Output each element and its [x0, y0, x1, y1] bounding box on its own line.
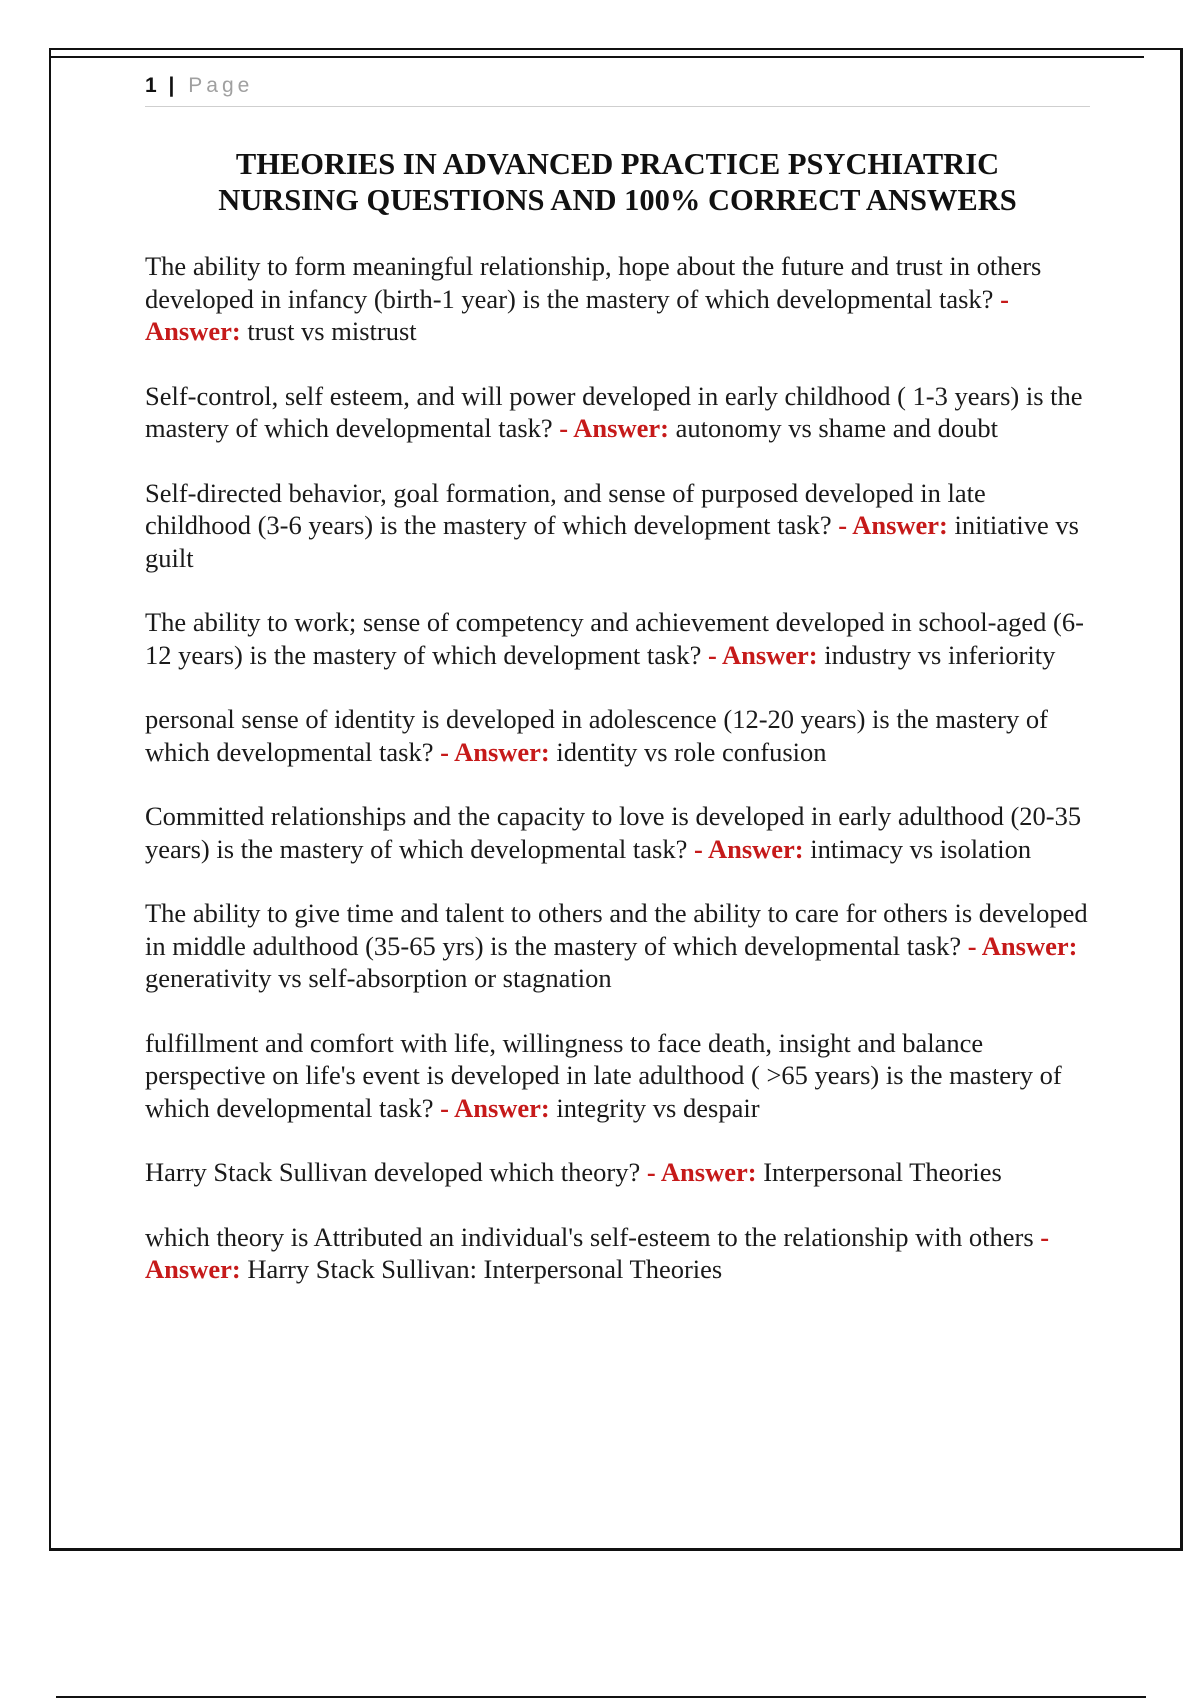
answer-marker: - Answer: [440, 1092, 550, 1123]
answer-text: trust vs mistrust [247, 316, 417, 346]
title-line-1: THEORIES IN ADVANCED PRACTICE PSYCHIATRIC [235, 147, 1000, 181]
question-text: Self-directed behavior, goal formation, and sense of purposed developed in late childhood (3-6 years) is the mastery of which development task? [145, 477, 986, 540]
answer-text: integrity vs despair [556, 1092, 760, 1123]
qa-item [145, 606, 1090, 671]
qa-item [145, 380, 1090, 445]
question-text: The ability to form meaningful relationship, hope about the future and trust in others developed in infancy (birth-1 year) is the mastery of which developmental task? [145, 251, 1042, 314]
question-text: The ability to give time and talent to others and the ability to care for others is developed in middle adulthood (35-65 yrs) is the mastery of which developmental task? [145, 898, 1088, 961]
answer-marker: - Answer: [646, 1157, 757, 1187]
qa-item [145, 897, 1090, 995]
question-text: Harry Stack Sullivan developed which theory? [145, 1157, 641, 1187]
answer-marker: - Answer: [967, 930, 1078, 961]
question-text: which theory is Attributed an individual's self-esteem to the relationship with others [145, 1221, 1034, 1252]
answer-text: autonomy vs shame and doubt [675, 413, 998, 443]
answer-marker: - Answer: [707, 639, 818, 670]
answer-marker: - Answer: [145, 283, 1009, 346]
page-number: 1 [145, 74, 159, 97]
qa-item [145, 703, 1090, 768]
bottom-rule [56, 1696, 1146, 1698]
title-line-2: NURSING QUESTIONS AND 100% CORRECT ANSWERS [218, 183, 1017, 217]
answer-text: Harry Stack Sullivan: Interpersonal Theories [247, 1254, 723, 1284]
qa-item [145, 250, 1090, 348]
qa-item [145, 1221, 1090, 1286]
qa-list [145, 250, 1090, 1318]
qa-item [145, 1027, 1090, 1125]
question-text: The ability to work; sense of competency and achievement developed in school-aged (6-12 years) is the mastery of which development task? [145, 607, 1084, 670]
qa-item [145, 1156, 1090, 1189]
answer-text: identity vs role confusion [556, 736, 827, 767]
question-text: personal sense of identity is developed in adolescence (12-20 years) is the mastery of which developmental task? [145, 704, 1048, 767]
answer-text: initiative vs guilt [145, 510, 1079, 573]
answer-marker: - Answer: [559, 413, 669, 443]
question-text: fulfillment and comfort with life, willingness to face death, insight and balance perspective on life's event is developed in late adulthood ( >65 years) is the mastery of which developmental task? [145, 1027, 1062, 1123]
answer-text: generativity vs self-absorption or stagnation [145, 963, 612, 993]
answer-text: Interpersonal Theories [763, 1157, 1002, 1187]
question-text: Committed relationships and the capacity to love is developed in early adulthood (20-35 years) is the mastery of which developmental task? [145, 801, 1082, 864]
qa-item [145, 800, 1090, 865]
answer-marker: - Answer: [838, 510, 948, 540]
page-label: Page [188, 74, 254, 97]
document-title [145, 146, 1090, 218]
page-header [145, 74, 1090, 107]
top-rule [49, 56, 1144, 58]
qa-item [145, 477, 1090, 575]
answer-text: industry vs inferiority [824, 639, 1056, 670]
page-number-separator: | [168, 74, 177, 97]
answer-marker: - Answer: [145, 1221, 1050, 1284]
answer-text: intimacy vs isolation [810, 833, 1032, 864]
answer-marker: - Answer: [440, 736, 550, 767]
question-text: Self-control, self esteem, and will power developed in early childhood ( 1-3 years) is the mastery of which developmental task? [145, 380, 1083, 443]
answer-marker: - Answer: [693, 833, 804, 864]
